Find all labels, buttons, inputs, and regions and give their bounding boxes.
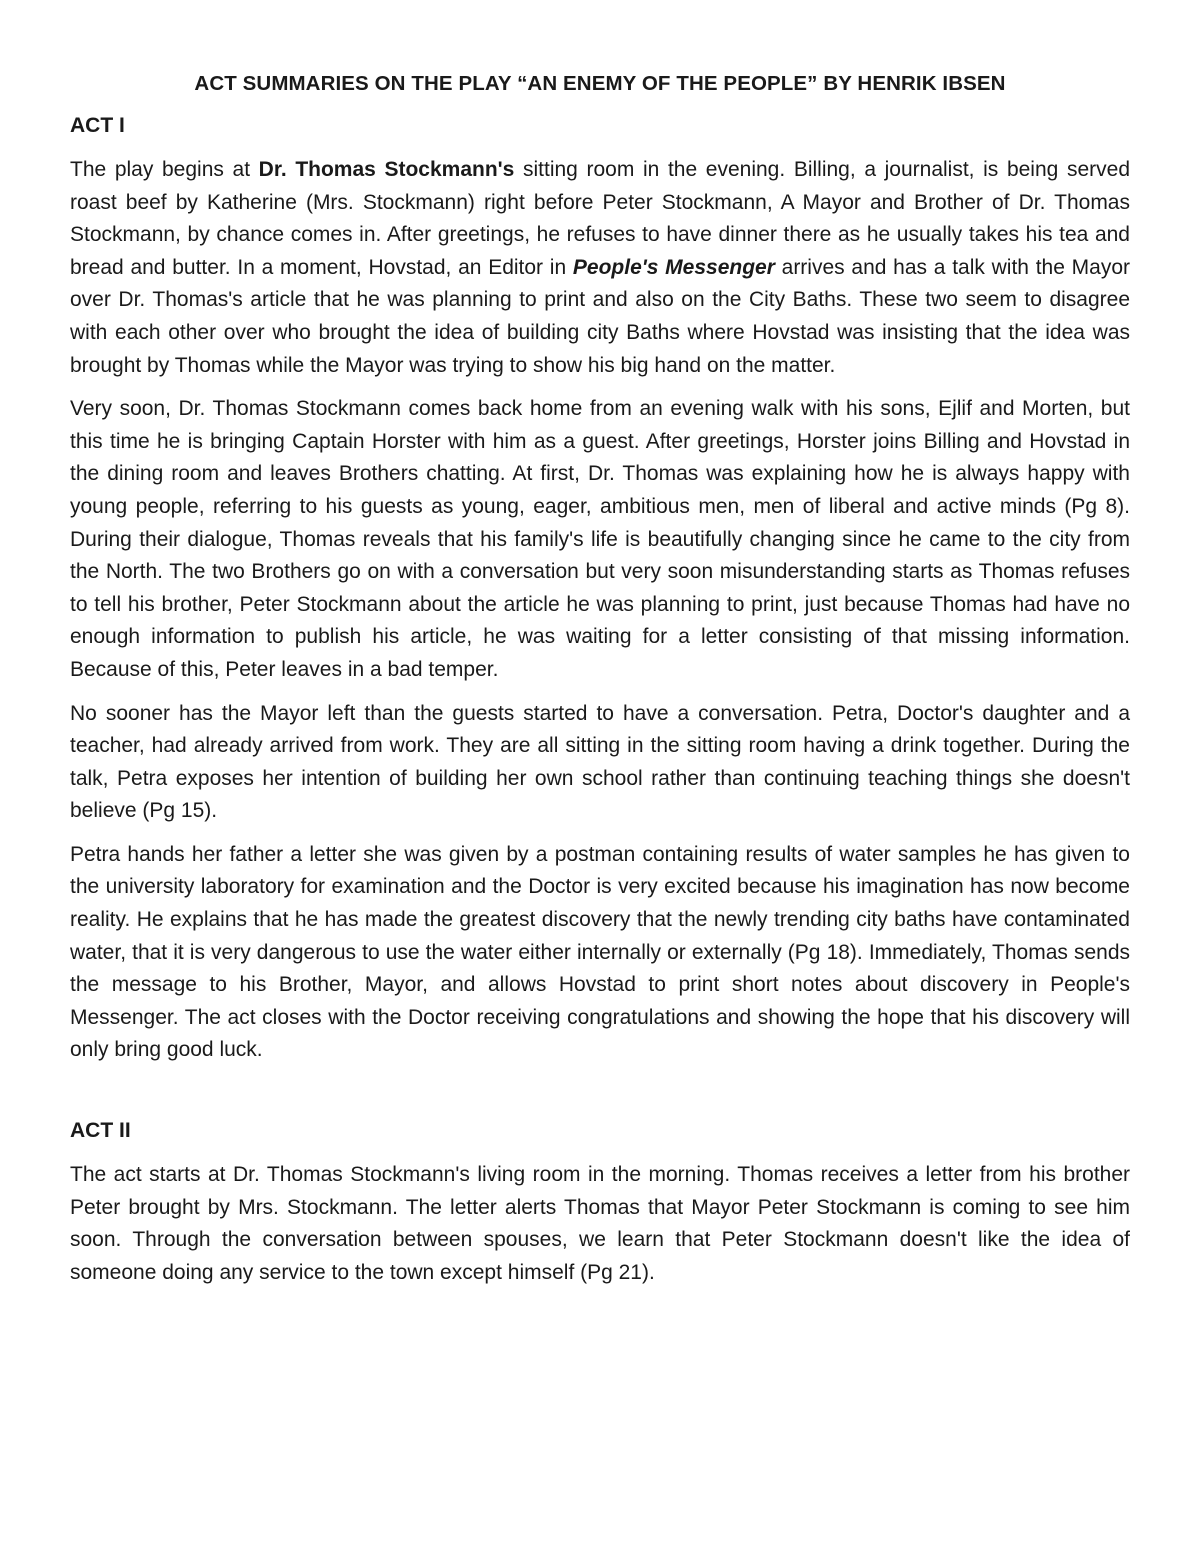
act-1-paragraph-2: Very soon, Dr. Thomas Stockmann comes back home from an evening walk with his sons, Ejlif and Morten, but this time he is bringing Captain Horster with him as a guest. After greetings, Horster joins Billing and Hovstad in the dining room and leaves Brothers chatting. At first, Dr. Thomas was explaining how he is always happy with young people, referring to his guests as young, eager, ambitious men, men of liberal and active minds (Pg 8). During their dialogue, Thomas reveals that his family's life is beautifully changing since he came to the city from the North. The two Brothers go on with a conversation but very soon misunderstanding starts as Thomas refuses to tell his brother, Peter Stockmann about the article he was planning to print, just because Thomas had have no enough information to publish his article, he was waiting for a letter consisting of that missing information. Because of this, Peter leaves in a bad temper. (70, 397, 1130, 681)
bold-character-name: Dr. Thomas Stockmann's (258, 158, 515, 181)
act-2-section (70, 1115, 1130, 1289)
paragraph-text: arrives and has a talk with the Mayor over Dr. Thomas's article that he was planning to print and also on the City Baths. These two seem to disagree with each other over who brought the idea of building city Baths where Hovstad was insisting that the idea was brought by Thomas while the Mayor was trying to show his big hand on the matter. (70, 255, 1130, 377)
act-2-heading: ACT II (70, 1119, 131, 1143)
act-2-paragraph-1: The act starts at Dr. Thomas Stockmann's living room in the morning. Thomas receives a letter from his brother Peter brought by Mrs. Stockmann. The letter alerts Thomas that Mayor Peter Stockmann is coming to see him soon. Through the conversation between spouses, we learn that Peter Stockmann doesn't like the idea of someone doing any service to the town except himself (Pg 21). (70, 1163, 1130, 1284)
document-page (70, 68, 1130, 1300)
document-title: ACT SUMMARIES ON THE PLAY “AN ENEMY OF THE PEOPLE” BY HENRIK IBSEN (194, 72, 1006, 95)
act-1-paragraph-3: No sooner has the Mayor left than the guests started to have a conversation. Petra, Doctor's daughter and a teacher, had already arrived from work. They are all sitting in the sitting room having a drink together. During the talk, Petra exposes her intention of building her own school rather than continuing teaching things she doesn't believe (Pg 15). (70, 701, 1130, 823)
paragraph-text: The play begins at (70, 158, 259, 181)
bold-italic-newspaper-name: People's Messenger (572, 255, 775, 279)
act-1-paragraph-4: Petra hands her father a letter she was given by a postman containing results of water samples he has given to the university laboratory for examination and the Doctor is very excited because his imagination has now become reality. He explains that he has made the greatest discovery that the newly trending city baths have contaminated water, that it is very dangerous to use the water either internally or externally (Pg 18). Immediately, Thomas sends the message to his Brother, Mayor, and allows Hovstad to print short notes about discovery in People's Messenger. The act closes with the Doctor receiving congratulations and showing the hope that his discovery will only bring good luck. (70, 842, 1130, 1062)
act-1-heading: ACT I (70, 114, 125, 137)
act-1-section (70, 110, 1130, 1067)
paragraph-text: sitting room in the evening. Billing, a journalist, is being served roast beef by Katherine (Mrs. Stockmann) right before Peter Stockmann, A Mayor and Brother of Dr. Thomas Stockmann, by chance comes in. After greetings, he refuses to have dinner there as he usually takes his tea and bread and butter. In a moment, Hovstad, an Editor in (70, 158, 1131, 279)
act-1-paragraph-1 (70, 154, 1130, 382)
